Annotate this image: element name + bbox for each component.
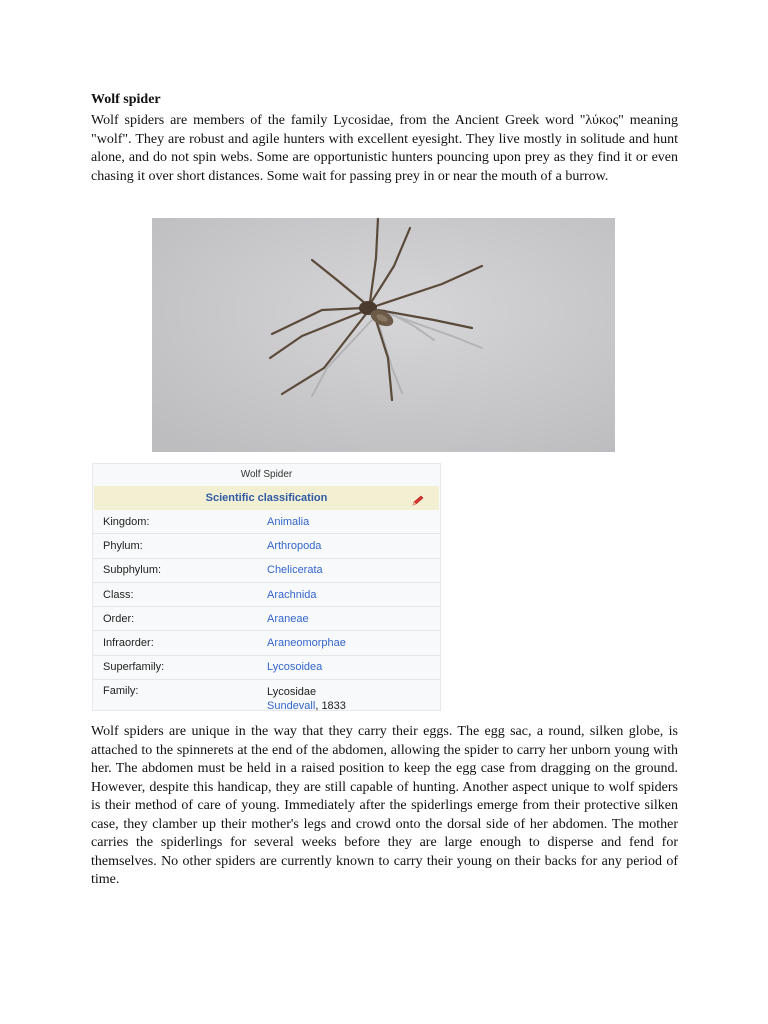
family-name: Lycosidae	[267, 686, 317, 699]
infobox-label: Family:	[103, 685, 139, 698]
infobox-value-link[interactable]: Chelicerata	[267, 564, 323, 577]
infobox-label: Phylum:	[103, 539, 143, 552]
infobox-label: Order:	[103, 612, 135, 625]
infobox-label: Kingdom:	[103, 515, 150, 528]
pencil-icon[interactable]	[411, 492, 425, 504]
infobox-row	[93, 510, 440, 533]
infobox-value-link[interactable]: Arthropoda	[267, 539, 322, 552]
infobox-value-link[interactable]: Araneomorphae	[267, 637, 346, 650]
infobox-label: Class:	[103, 588, 134, 601]
infobox-label: Superfamily:	[103, 661, 165, 674]
taxonomy-infobox	[92, 463, 441, 711]
infobox-row	[93, 630, 440, 654]
wolf-spider-photo	[152, 218, 615, 452]
infobox-value-link[interactable]: Arachnida	[267, 588, 317, 601]
infobox-caption: Wolf Spider	[240, 469, 293, 480]
infobox-header	[94, 486, 439, 510]
infobox-value-link[interactable]: Animalia	[267, 515, 310, 528]
infobox-value-link[interactable]: Araneae	[267, 612, 309, 625]
infobox-label: Subphylum:	[103, 564, 162, 577]
article-title: Wolf spider	[91, 92, 161, 107]
egg-care-paragraph: Wolf spiders are unique in the way that they carry their eggs. The egg sac, a round, silken globe, is attached to the spinnerets at the end of the abdomen, allowing the spider to carry her unborn young with her. The abdomen must be held in a raised position to keep the egg case from dragging on the ground. However, despite this handicap, they are still capable of hunting. Another aspect unique to wolf spiders is their method of care of young. Immediately after the spiderlings emerge from their protective silken case, they clamber up their mother's legs and crowd onto the dorsal side of her abdomen. The mother carries the spiderlings for several weeks before they are large enough to disperse and fend for themselves. No other spiders are currently known to carry their young on their backs for any period of time.	[91, 724, 678, 887]
infobox-header-label: Scientific classification	[205, 492, 328, 504]
intro-paragraph: Wolf spiders are members of the family Lycosidae, from the Ancient Greek word "λύκος" meaning "wolf". They are robust and agile hunters with excellent eyesight. They live mostly in solitude and hunt alone, and do not spin webs. Some are opportunistic hunters pouncing upon prey as they find it or even chasing it over short distances. Some wait for passing prey in or near the mouth of a burrow.	[91, 113, 678, 184]
family-authority-link[interactable]: Sundevall	[267, 700, 316, 713]
infobox-row	[93, 558, 440, 582]
infobox-row	[93, 533, 440, 557]
infobox-row	[93, 582, 440, 606]
family-year: , 1833	[315, 700, 346, 713]
infobox-value-link[interactable]: Lycosoidea	[267, 661, 323, 674]
infobox-row	[93, 606, 440, 630]
infobox-row	[93, 655, 440, 679]
infobox-label: Infraorder:	[103, 637, 154, 650]
infobox-row-family	[93, 679, 440, 717]
